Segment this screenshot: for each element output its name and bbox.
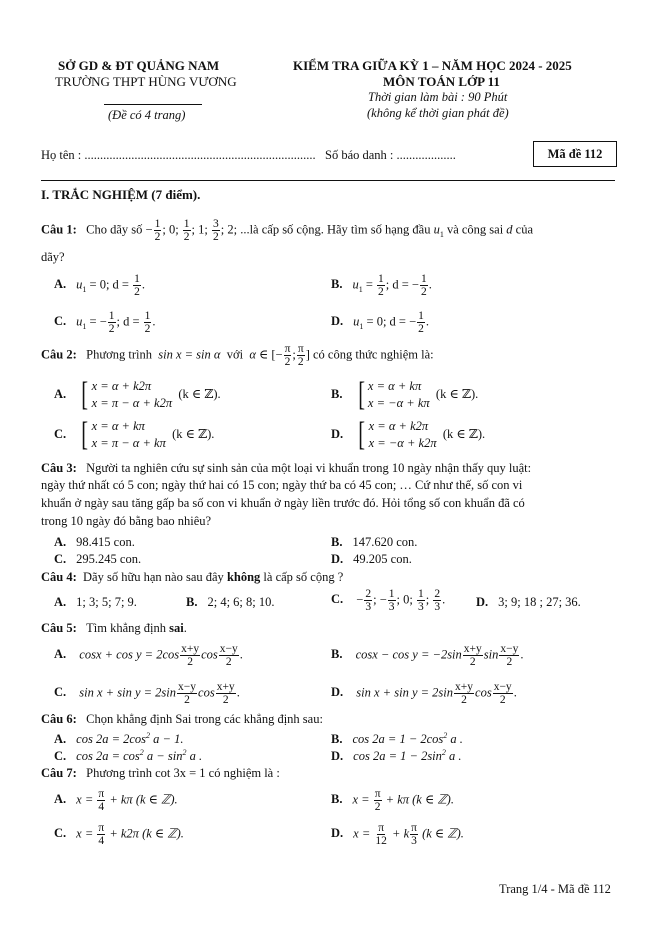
q2-option-d[interactable]: D. [ x = α + k2π x = −α + k2π (k ∈ ℤ). bbox=[331, 416, 486, 453]
q5-option-a[interactable]: A. cosx + cos y = 2cos $\frac{x+y}{2}$ cos $\frac{x-y}{2}$ . bbox=[54, 643, 243, 668]
question-4: Câu 4: Dãy số hữu hạn nào sau đây không là cấp số cộng ? bbox=[41, 570, 344, 584]
section-title: I. TRẮC NGHIỆM (7 điểm). bbox=[41, 187, 201, 202]
q1-option-c[interactable]: C. $u_1$ = − $\frac{1}{2}$ ; d = $\frac{1}{2}$ . bbox=[54, 310, 156, 335]
q1-option-b[interactable]: B. $u_1$ = $\frac{1}{2}$ ; d = − $\frac{1}{2}$ . bbox=[331, 273, 432, 298]
question-6: Câu 6: Chọn khẳng định Sai trong các khẳng định sau: bbox=[41, 712, 323, 726]
name-field: Họ tên : .......................................................................... bbox=[41, 148, 316, 162]
page-footer: Trang 1/4 - Mã đề 112 bbox=[499, 882, 611, 896]
time-note: (không kể thời gian phát đề) bbox=[367, 106, 509, 120]
question-7: Câu 7: Phương trình cot 3x = 1 có nghiệm là : bbox=[41, 766, 280, 780]
q1-text: Cho dãy số bbox=[86, 222, 143, 237]
divider bbox=[41, 180, 615, 181]
q4-option-d[interactable]: D. 3; 9; 18 ; 27; 36. bbox=[476, 595, 581, 609]
q1-text-d: của bbox=[515, 222, 534, 237]
q7-option-d[interactable]: D. x = $\frac{\pi}{12}$ + k $\frac{\pi}{3}$ (k ∈ ℤ). bbox=[331, 822, 464, 847]
q5-label: Câu 5: bbox=[41, 621, 77, 635]
q7-option-c[interactable]: C. x = $\frac{\pi}{4}$ + k2π (k ∈ ℤ). bbox=[54, 822, 184, 847]
q1-option-d[interactable]: D. $u_1 = 0$; d = − $\frac{1}{2}$ . bbox=[331, 310, 430, 335]
q5-option-d[interactable]: D. sin x + sin y = 2sin $\frac{x+y}{2}$ cos $\frac{x-y}{2}$ . bbox=[331, 681, 517, 706]
q1-text-c: và công sai bbox=[446, 222, 504, 237]
q1-text-b: ...là cấp số cộng. Hãy tìm số hạng đầu bbox=[240, 222, 431, 237]
q1-option-a[interactable]: A. $u_1 = 0$; d = $\frac{1}{2}$ . bbox=[54, 273, 145, 298]
q2-text-c: có công thức nghiệm là: bbox=[313, 347, 434, 362]
q6-option-b[interactable]: B. $\cos 2a = 1 - 2\cos^2$ a . bbox=[331, 731, 463, 747]
q3-line-1: Người ta nghiên cứu sự sinh sản của một loại vi khuẩn trong 10 ngày nhận thấy quy luật: bbox=[86, 461, 532, 475]
q3-option-a[interactable]: A. 98.415 con. bbox=[54, 535, 135, 549]
q2-option-a[interactable]: A. [ x = α + k2π x = π − α + k2π (k ∈ ℤ). bbox=[54, 376, 221, 413]
q4-option-b[interactable]: B. 2; 4; 6; 8; 10. bbox=[186, 595, 275, 609]
school-name: TRƯỜNG THPT HÙNG VƯƠNG bbox=[55, 74, 237, 89]
q4-option-c[interactable]: C. − $\frac{2}{3}$ ; − $\frac{1}{3}$ ; 0; $\frac{1}{3}$ ; $\frac{2}{3}$ . bbox=[331, 588, 446, 613]
q3-option-c[interactable]: C. 295.245 con. bbox=[54, 552, 142, 566]
q3-label: Câu 3: bbox=[41, 461, 77, 475]
exam-code-box bbox=[533, 141, 617, 167]
q4-option-a[interactable]: A. 1; 3; 5; 7; 9. bbox=[54, 595, 137, 609]
sbd-field: Số báo danh : ................... bbox=[325, 148, 456, 162]
exam-code: Mã đề 112 bbox=[547, 147, 603, 161]
question-5: Câu 5: Tìm khẳng định sai. bbox=[41, 621, 187, 635]
q2-option-c[interactable]: C. [ x = α + kπ x = π − α + kπ (k ∈ ℤ). bbox=[54, 416, 215, 453]
question-3 bbox=[41, 461, 531, 476]
q3-line-2: ngày thứ nhất có 5 con; ngày thứ hai có 15 con; ngày thứ ba có 45 con; … Cứ như thế, số con vi bbox=[41, 478, 523, 492]
department: SỞ GD & ĐT QUẢNG NAM bbox=[58, 58, 220, 73]
q2-text-b: với bbox=[226, 347, 244, 362]
q3-line-3: khuẩn ở ngày sau tăng gấp ba số con vi khuẩn ở ngày liền trước đó. Hỏi tổng số con khuẩn đã có bbox=[41, 496, 525, 510]
q6-option-d[interactable]: D. $\cos 2a = 1 - 2\sin^2$ a . bbox=[331, 748, 462, 764]
q6-option-a[interactable]: A. $\cos 2a = 2\cos^2$ a − 1. bbox=[54, 731, 184, 747]
q7-label: Câu 7: bbox=[41, 766, 77, 780]
question-1: Câu 1: Cho dãy số − $\frac{1}{2}$ ; 0; $\frac{1}{2}$ ; 1; $\frac{3}{2}$ ; 2; ...là cấp số cộng. Hãy tìm số hạng đầu $u_1$ và công sai d của bbox=[41, 218, 534, 243]
header-underline bbox=[104, 104, 202, 105]
q7-option-a[interactable]: A. x = $\frac{\pi}{4}$ + kπ (k ∈ ℤ). bbox=[54, 788, 178, 813]
pages-note: (Đề có 4 trang) bbox=[108, 108, 186, 122]
q6-label: Câu 6: bbox=[41, 712, 77, 726]
q7-option-b[interactable]: B. x = $\frac{\pi}{2}$ + kπ (k ∈ ℤ). bbox=[331, 788, 454, 813]
exam-title: KIỂM TRA GIỮA KỲ 1 – NĂM HỌC 2024 - 2025 bbox=[293, 58, 572, 73]
q3-line-4: trong 10 ngày đó bằng bao nhiêu? bbox=[41, 514, 212, 528]
exam-time: Thời gian làm bài : 90 Phút bbox=[368, 90, 508, 104]
q1-text-cont: dãy? bbox=[41, 250, 65, 264]
q1-label: Câu 1: bbox=[41, 222, 77, 237]
q3-option-b[interactable]: B. 147.620 con. bbox=[331, 535, 418, 549]
q2-text: Phương trình bbox=[86, 347, 152, 362]
q6-option-c[interactable]: C. $\cos 2a = \cos^2 a - \sin^2 a$ . bbox=[54, 748, 203, 764]
q2-option-b[interactable]: B. [ x = α + kπ x = −α + kπ (k ∈ ℤ). bbox=[331, 376, 479, 413]
q3-option-d[interactable]: D. 49.205 con. bbox=[331, 552, 412, 566]
subject: MÔN TOÁN LỚP 11 bbox=[383, 74, 500, 89]
q4-label: Câu 4: bbox=[41, 570, 77, 584]
q5-option-c[interactable]: C. sin x + sin y = 2sin $\frac{x-y}{2}$ cos $\frac{x+y}{2}$ . bbox=[54, 681, 240, 706]
q2-label: Câu 2: bbox=[41, 347, 77, 362]
question-2: Câu 2: Phương trình sin x = sin α với α ∈ [− $\frac{\pi}{2}$ ; $\frac{\pi}{2}$ ] có công thức nghiệm là: bbox=[41, 343, 434, 368]
q5-option-b[interactable]: B. cosx − cos y = −2sin $\frac{x+y}{2}$ sin $\frac{x-y}{2}$ . bbox=[331, 643, 524, 668]
